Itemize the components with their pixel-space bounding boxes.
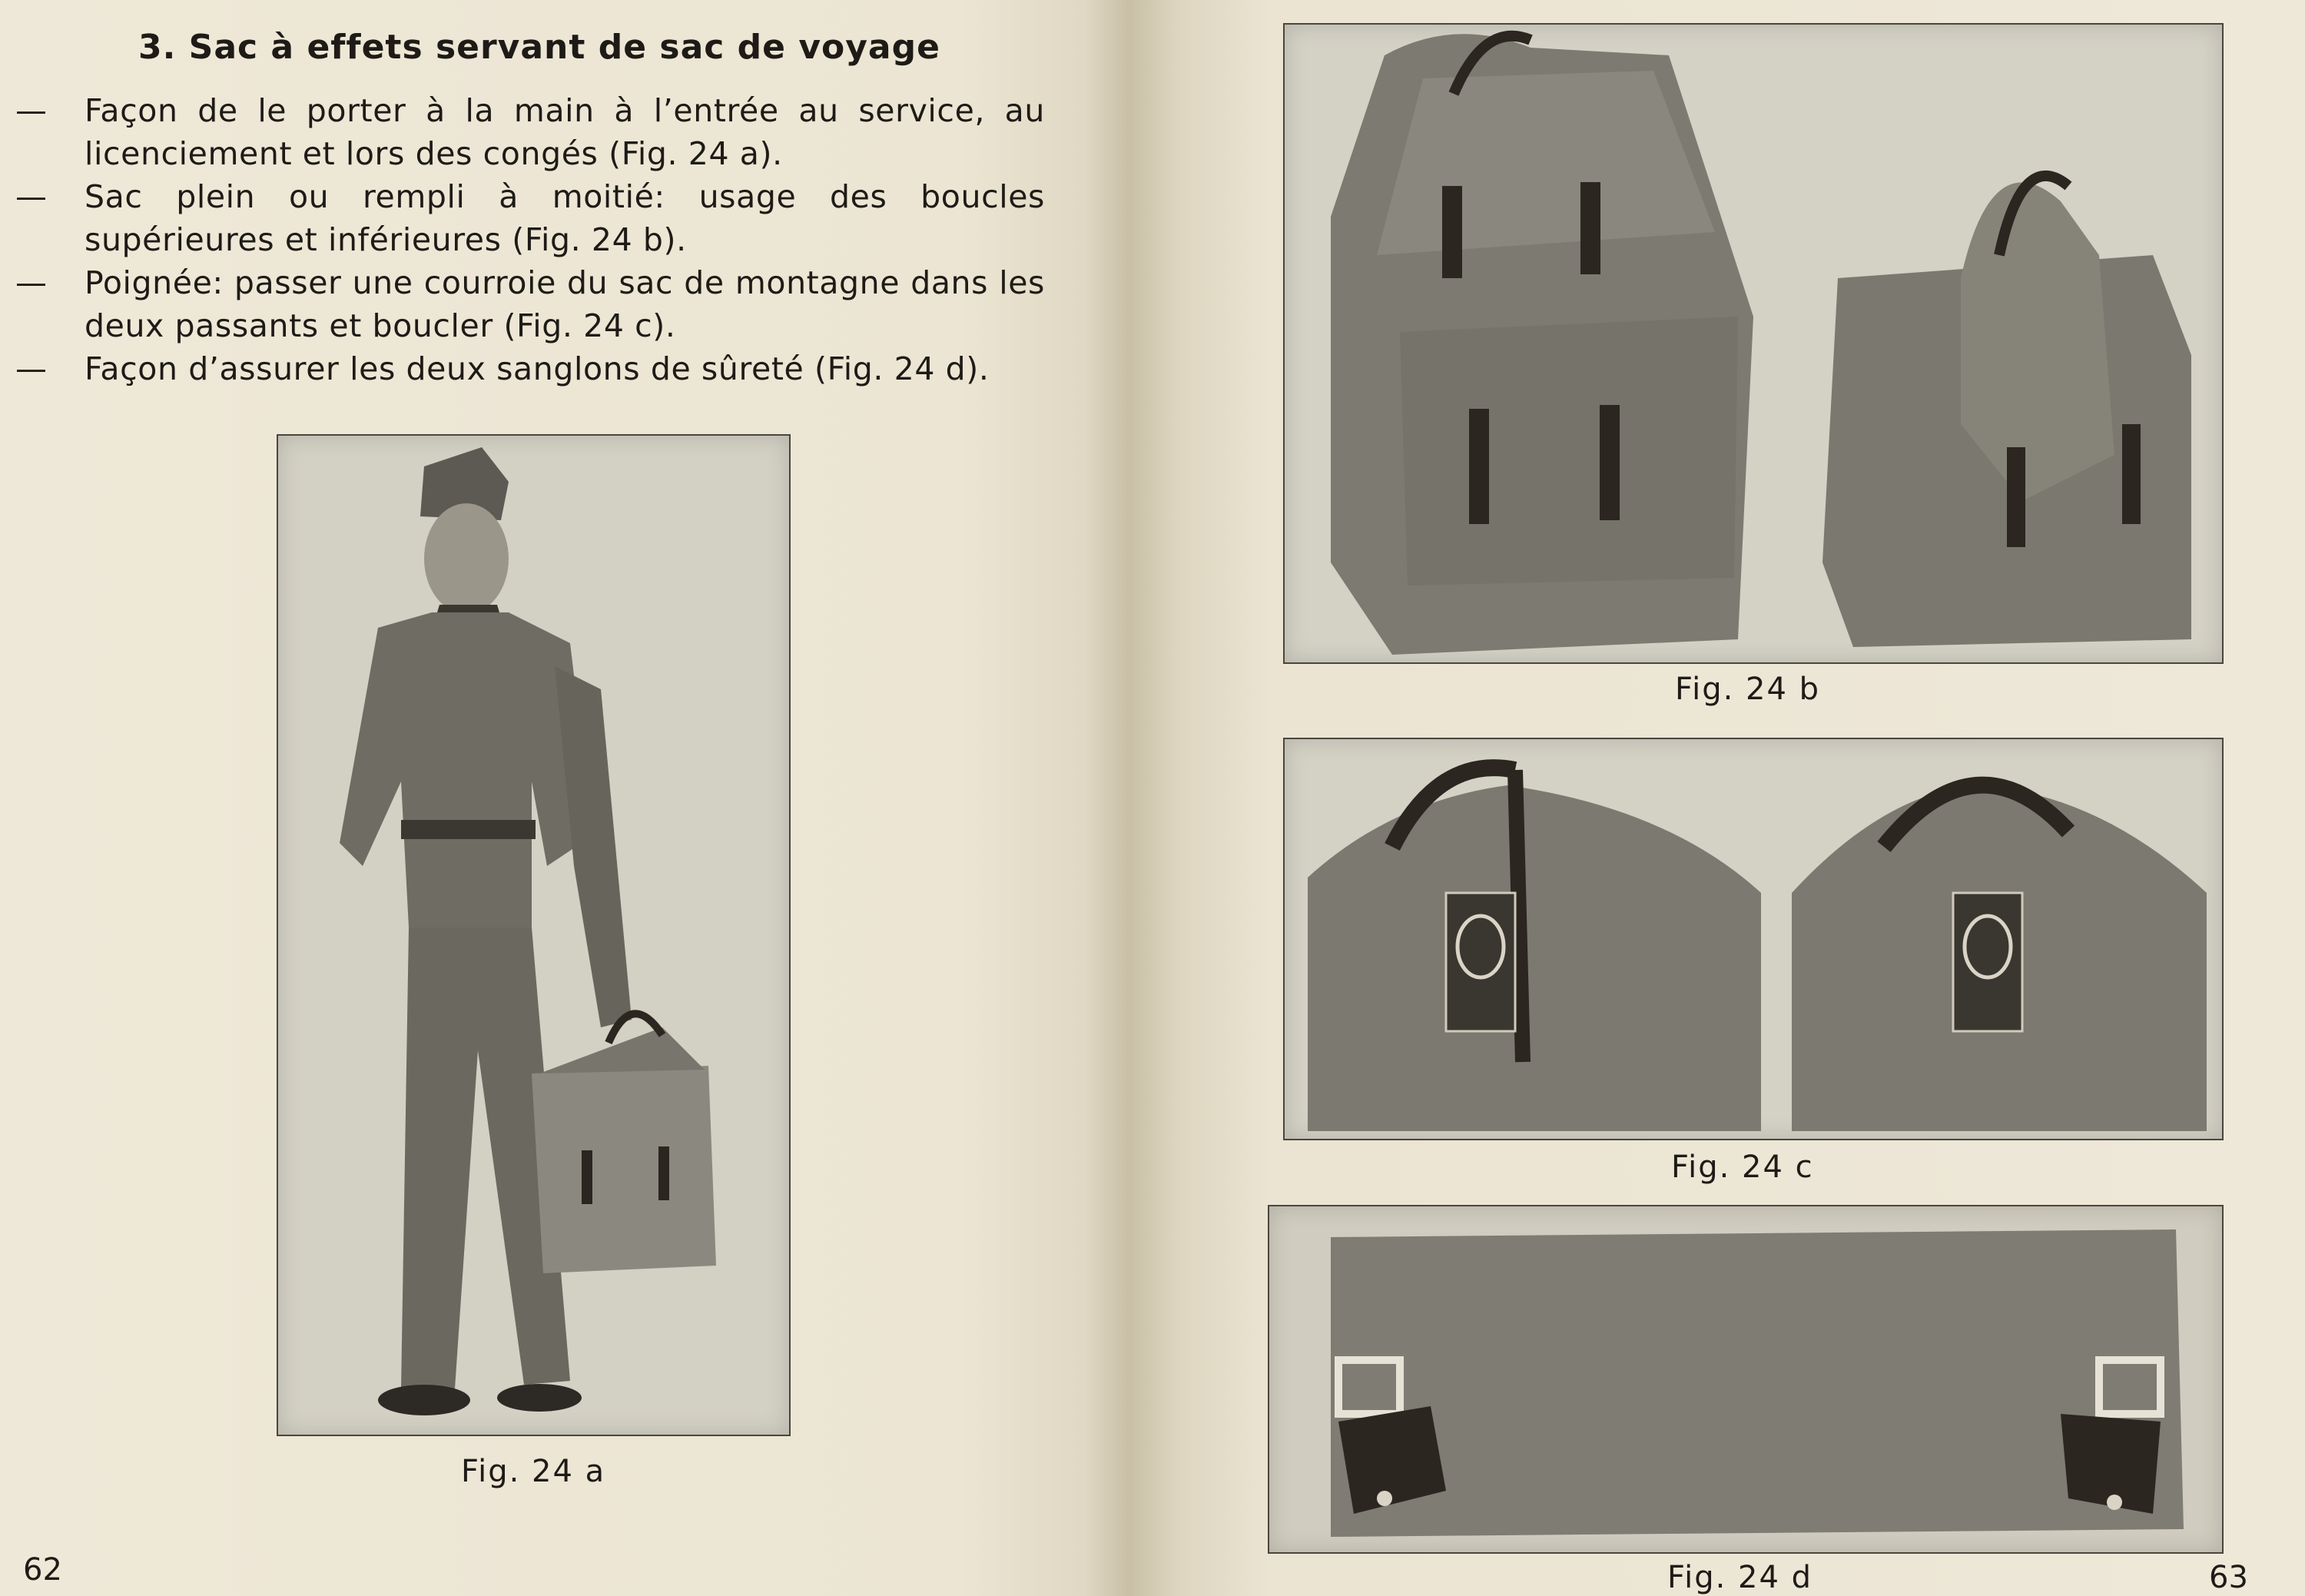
left-page — [0, 0, 1129, 1596]
page-number-right: 63 — [2209, 1560, 2248, 1595]
fig-24d-caption: Fig. 24 d — [1667, 1560, 1813, 1595]
bag-bottom-illustration — [1269, 1206, 2222, 1552]
fig-24b-caption: Fig. 24 b — [1675, 672, 1821, 707]
list-item — [15, 261, 1045, 347]
bags-with-handle-illustration — [1285, 739, 2222, 1139]
fig-24d-photo — [1268, 1205, 2224, 1554]
list-dash: — — [15, 264, 48, 301]
fig-24c-caption: Fig. 24 c — [1671, 1150, 1814, 1185]
fig-24b-photo — [1283, 23, 2224, 664]
fig-24c-photo — [1283, 738, 2224, 1140]
list-dash: — — [15, 350, 48, 387]
instruction-list — [15, 89, 1045, 390]
page-number-left: 62 — [23, 1552, 62, 1588]
right-page — [1129, 0, 2305, 1596]
fig-24a-photo — [277, 434, 791, 1436]
list-item-text: Poignée: passer une courroie du sac de montagne dans les deux passants et boucler (Fig. 24 c). — [85, 264, 1045, 344]
soldier-illustration — [278, 436, 789, 1435]
list-item — [15, 89, 1045, 175]
list-dash: — — [15, 92, 48, 129]
list-item-text: Sac plein ou rempli à moitié: usage des boucles supérieures et inférieures (Fig. 24 b). — [85, 178, 1045, 258]
section-heading: 3. Sac à effets servant de sac de voyage — [138, 28, 940, 67]
list-dash: — — [15, 178, 48, 215]
rucksacks-illustration — [1285, 25, 2222, 662]
list-item-text: Façon de le porter à la main à l’entrée au service, au licenciement et lors des congés (Fig. 24 a). — [85, 92, 1045, 172]
list-item — [15, 347, 1045, 390]
list-item-text: Façon d’assurer les deux sanglons de sûreté (Fig. 24 d). — [85, 350, 990, 387]
fig-24a-caption: Fig. 24 a — [461, 1454, 606, 1489]
list-item — [15, 175, 1045, 261]
